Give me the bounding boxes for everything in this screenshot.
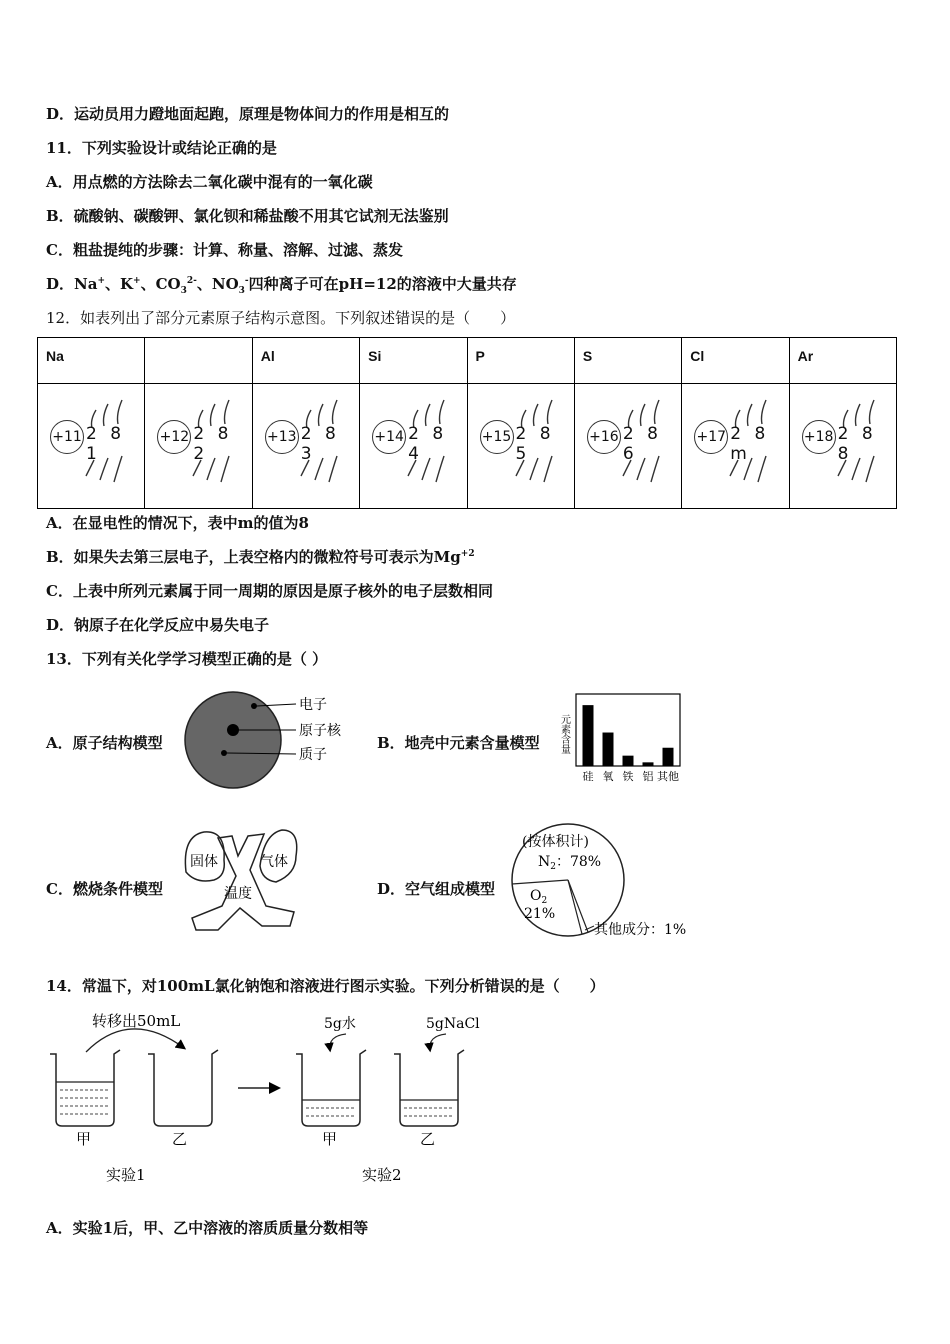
bar-label-其他: 其他 (657, 770, 679, 783)
q13-option-b: B．地壳中元素含量模型 (377, 734, 540, 752)
atom-diagram-ar (790, 384, 896, 508)
label-electron: 电子 (299, 697, 327, 713)
air-composition-pie (508, 818, 698, 942)
q12-option-d: D．钠原子在化学反应中易失电子 (46, 616, 270, 634)
bar-硅 (583, 705, 594, 766)
q12-stem: 12．如表列出了部分元素原子结构示意图。下列叙述错误的是（ ） (46, 309, 516, 327)
q11-d-sup4: - (244, 276, 249, 286)
q13-stem: 13．下列有关化学学习模型正确的是（ ） (46, 650, 328, 668)
label-solid: 固体 (190, 854, 218, 870)
electron-shells: 2 8 m (730, 424, 770, 464)
bar-label-硅: 硅 (582, 770, 594, 783)
transfer-label: 转移出50mL (92, 1012, 181, 1030)
q12-option-a: A．在显电性的情况下，表中m的值为8 (46, 514, 309, 532)
electron-shells: 2 8 8 (837, 424, 877, 464)
q12-option-c: C．上表中所列元素属于同一周期的原因是原子核外的电子层数相同 (46, 582, 493, 600)
q11-d-pre: D．Na (46, 275, 98, 293)
q14-option-a: A．实验1后，甲、乙中溶液的溶质质量分数相等 (46, 1219, 369, 1237)
header-cell (145, 338, 252, 384)
experiment-2-label: 实验2 (362, 1166, 402, 1184)
nucleus: +13 (265, 420, 299, 454)
label-nucleus: 原子核 (299, 723, 341, 739)
atom-diagram-si (360, 384, 466, 508)
q13-option-c: C．燃烧条件模型 (46, 880, 163, 898)
proton-dot (221, 750, 227, 756)
electron-dot (251, 703, 257, 709)
atom-diagram-p (468, 384, 574, 508)
electron-shells: 2 8 4 (408, 424, 448, 464)
q11-stem: 11．下列实验设计或结论正确的是 (46, 139, 277, 157)
atom-diagram-cl (682, 384, 788, 508)
q11-d-sup2: + (133, 276, 141, 286)
q11-d-post: 四种离子可在pH=12的溶液中大量共存 (248, 275, 517, 293)
nucleus-dot (227, 724, 239, 736)
q12-option-b (46, 546, 475, 567)
beaker-jia-2: 甲 (322, 1130, 338, 1148)
air-title: (按体积计) (522, 834, 589, 850)
nucleus: +16 (587, 420, 621, 454)
header-cell: Ar (789, 338, 896, 384)
q11-d-sup3: 2- (186, 276, 197, 286)
header-cell: Si (360, 338, 467, 384)
beaker-yi-1: 乙 (172, 1130, 188, 1148)
q11-d-k: 、K (105, 275, 134, 293)
bar-铁 (623, 756, 634, 766)
experiment-diagram (40, 1008, 500, 1188)
q11-d-sub4: 3 (238, 286, 245, 296)
air-other: 其他成分：1% (594, 922, 687, 938)
nucleus: +12 (157, 420, 191, 454)
q10-option-d: D．运动员用力蹬地面起跑，原理是物体间力的作用是相互的 (46, 105, 450, 123)
atom-diagram-s (575, 384, 681, 508)
atom-diagram-na (38, 384, 144, 508)
q12-b-sup: +2 (460, 549, 475, 559)
bar-铝 (643, 762, 654, 766)
electron-shells: 2 8 1 (86, 424, 126, 464)
air-o2-value: 21% (524, 906, 556, 922)
q11-d-no: 、NO (196, 275, 239, 293)
add-water-label: 5g水 (324, 1016, 356, 1032)
q13-option-a: A．原子结构模型 (46, 734, 163, 752)
bar-氧 (603, 733, 614, 766)
q11-option-a: A．用点燃的方法除去二氧化碳中混有的一氧化碳 (46, 173, 373, 191)
atom-sphere (185, 692, 281, 788)
q11-d-sub3: 3 (180, 286, 187, 296)
experiment-1-label: 实验1 (106, 1166, 146, 1184)
q14-stem: 14．常温下，对100mL氯化钠饱和溶液进行图示实验。下列分析错误的是（ ） (46, 977, 605, 995)
atom-diagram-mg (145, 384, 251, 508)
air-o2: $O_2$ (530, 888, 548, 906)
atom-diagram-al (253, 384, 359, 508)
crust-element-bar-chart (556, 690, 686, 786)
q11-d-sup1: + (97, 276, 105, 286)
nucleus: +11 (50, 420, 84, 454)
electron-shells: 2 8 5 (515, 424, 555, 464)
label-proton: 质子 (299, 747, 327, 763)
q13-option-d: D．空气组成模型 (377, 880, 496, 898)
table-diagram-row (38, 384, 897, 509)
electron-shells: 2 8 6 (622, 424, 662, 464)
bar-其他 (663, 748, 674, 766)
atom-model-diagram (178, 690, 358, 790)
bar-ylabel: 元素含量 (558, 714, 570, 754)
nucleus: +18 (802, 420, 836, 454)
nucleus: +14 (372, 420, 406, 454)
combustion-condition-diagram (178, 826, 308, 938)
q11-option-d (46, 273, 517, 296)
header-cell: P (467, 338, 574, 384)
atom-structure-table (37, 337, 897, 509)
label-gas: 气体 (260, 854, 288, 870)
label-temperature: 温度 (224, 886, 252, 902)
q11-option-c: C．粗盐提纯的步骤：计算、称量、溶解、过滤、蒸发 (46, 241, 403, 259)
q11-option-b: B．硫酸钠、碳酸钾、氯化钡和稀盐酸不用其它试剂无法鉴别 (46, 207, 449, 225)
header-cell: Al (252, 338, 359, 384)
electron-shells: 2 8 3 (300, 424, 340, 464)
q12-b-text: B．如果失去第三层电子，上表空格内的微粒符号可表示为Mg (46, 548, 461, 566)
beaker-yi-2: 乙 (420, 1130, 436, 1148)
bar-label-氧: 氧 (602, 770, 614, 783)
header-cell: S (574, 338, 681, 384)
nucleus: +15 (480, 420, 514, 454)
air-n2: $N_2$：78% (538, 854, 602, 872)
header-cell: Cl (682, 338, 789, 384)
add-nacl-label: 5gNaCl (426, 1016, 480, 1032)
header-cell: Na (38, 338, 145, 384)
electron-shells: 2 8 2 (193, 424, 233, 464)
table-header-row (38, 338, 897, 384)
bar-label-铁: 铁 (622, 770, 634, 783)
bar-label-铝: 铝 (642, 770, 654, 783)
beaker-jia-1: 甲 (76, 1130, 92, 1148)
q11-d-co: 、CO (140, 275, 181, 293)
nucleus: +17 (694, 420, 728, 454)
